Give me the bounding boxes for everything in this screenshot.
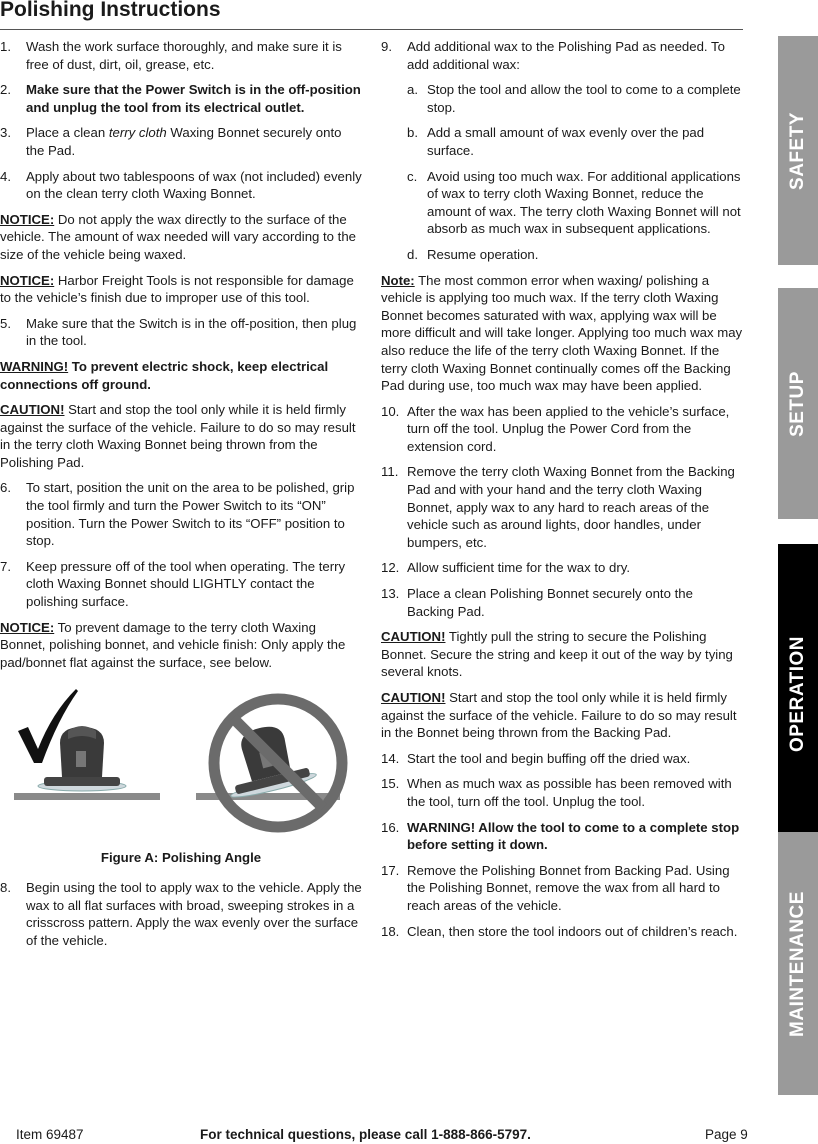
step-15	[381, 775, 743, 810]
step-9	[381, 38, 743, 73]
step-number: 13.	[381, 586, 400, 602]
step-text	[26, 124, 362, 159]
polishing-angle-illustration	[0, 683, 362, 843]
title-divider	[0, 29, 743, 30]
step-number: 7.	[0, 558, 11, 574]
tech-support-line: For technical questions, please call 1-888-866-5797.	[200, 1127, 531, 1142]
step-number: 8.	[0, 880, 11, 895]
step-number: 15.	[381, 776, 400, 792]
notice-text: Harbor Freight Tools is not responsible for damage to the vehicle’s finish due to improper use of this tool.	[0, 272, 354, 306]
notice-3	[0, 619, 362, 672]
step-number: 5.	[0, 315, 11, 331]
step-18	[381, 923, 743, 941]
polishing-angle-figure	[0, 683, 362, 843]
substep-letter: c.	[407, 168, 418, 184]
tab-label: SAFETY	[787, 111, 809, 190]
notice-1	[0, 211, 362, 264]
step-text: Keep pressure off of the tool when operating. The terry cloth Waxing Bonnet should LIGHTLY contact the polishing surface.	[26, 558, 346, 610]
step-number: 2.	[0, 82, 11, 98]
step-5	[0, 315, 362, 350]
step-8	[0, 879, 362, 949]
step-number: 1.	[0, 39, 11, 54]
step-text: WARNING! Allow the tool to come to a complete stop before setting it down.	[407, 819, 740, 853]
step-text: Make sure that the Switch is in the off-position, then plug in the tool.	[26, 315, 357, 349]
step-text: After the wax has been applied to the vehicle’s surface, turn off the tool. Unplug the Power Cord from the extension cord.	[407, 403, 730, 454]
substep-text: Resume operation.	[427, 246, 539, 262]
step-number: 17.	[381, 862, 400, 878]
step-text: Apply about two tablespoons of wax (not included) evenly on the clean terry cloth Waxing Bonnet.	[26, 168, 362, 202]
step-text: To start, position the unit on the area to be polished, grip the tool firmly and turn the Power Switch to its “ON” position. Turn the Power Switch to its “OFF” position to stop.	[26, 480, 355, 549]
notice-label: NOTICE:	[0, 272, 55, 288]
substep-c	[407, 168, 743, 238]
step-text-part: Waxing Bonnet securely onto the Pad.	[26, 125, 342, 158]
warning-text: To prevent electric shock, keep electrical connections off ground.	[0, 358, 329, 392]
tab-label: MAINTENANCE	[787, 890, 809, 1037]
tab-safety[interactable]	[778, 36, 818, 265]
notice-label: NOTICE:	[0, 619, 55, 635]
step-text-italic: terry cloth	[108, 125, 167, 141]
note-text: The most common error when waxing/ polishing a vehicle is applying too much wax. If the terry cloth Waxing Bonnet becomes saturated with wax, applying wax will be more difficult and will take longer. Applying too much wax may also reduce the life of the terry cloth Waxing Bonnet. If the terry cloth Waxing Bonnet continually comes off the Backing Pad during use, too much wax may have been applied.	[381, 272, 743, 394]
step-16	[381, 819, 743, 854]
step-11	[381, 463, 743, 551]
step-12	[381, 559, 743, 577]
notice-text: Do not apply the wax directly to the surface of the vehicle. The amount of wax needed will vary according to the size of the vehicle being waxed.	[0, 211, 357, 262]
step-number: 4.	[0, 168, 11, 184]
caution-2	[381, 628, 743, 681]
page-number: Page 9	[705, 1127, 748, 1142]
substep-text: Avoid using too much wax. For additional applications of wax to terry cloth Waxing Bonnet, reduce the amount of wax. The terry cloth Waxing Bonnet will not absorb as much wax in subsequent applications.	[427, 168, 741, 237]
substep-a	[407, 81, 743, 116]
step-number: 11.	[381, 464, 399, 480]
step-text: Remove the Polishing Bonnet from Backing Pad. Using the Polishing Bonnet, remove the wax from all hard to reach areas of the vehicle.	[407, 862, 730, 913]
left-column	[0, 38, 362, 957]
step-text: Start the tool and begin buffing off the dried wax.	[407, 750, 691, 766]
step-14	[381, 750, 743, 768]
step-text: Wash the work surface thoroughly, and make sure it is free of dust, dirt, oil, grease, etc.	[26, 39, 342, 72]
step-13	[381, 585, 743, 620]
caution-text: Start and stop the tool only while it is held firmly against the surface of the vehicle. Failure to do so may result in the terry cloth Waxing Bonnet being thrown from the Polishing Pad.	[0, 402, 356, 470]
step-number: 18.	[381, 923, 400, 939]
step-text: Begin using the tool to apply wax to the vehicle. Apply the wax to all flat surfaces with broad, sweeping strokes in a crisscross pattern. Apply the wax evenly over the surface of the vehicle.	[26, 880, 362, 948]
substep-d	[407, 246, 743, 264]
notice-text: To prevent damage to the terry cloth Waxing Bonnet, polishing bonnet, and vehicle finish: Only apply the pad/bonnet flat against the surface, see below.	[0, 619, 346, 670]
step-1	[0, 38, 362, 73]
step-text: Make sure that the Power Switch is in the off-position and unplug the tool from its electrical outlet.	[26, 82, 361, 115]
notice-2	[0, 272, 362, 307]
step-3	[0, 124, 362, 159]
step-number: 9.	[381, 39, 392, 54]
tab-maintenance[interactable]	[778, 832, 818, 1095]
step-text: When as much wax as possible has been removed with the tool, turn off the tool. Unplug the tool.	[407, 776, 732, 809]
step-text-part: Place a clean	[26, 125, 109, 141]
tab-label: SETUP	[787, 370, 809, 437]
caution-label: CAUTION!	[381, 629, 446, 645]
caution-label: CAUTION!	[0, 402, 65, 418]
caution-text: Tightly pull the string to secure the Polishing Bonnet. Secure the string and keep it out of the way by tying several knots.	[381, 629, 733, 680]
caution-1	[0, 401, 362, 471]
note-label: Note:	[381, 272, 415, 288]
step-6	[0, 479, 362, 549]
item-number: Item 69487	[16, 1127, 84, 1142]
step-text: Clean, then store the tool indoors out of children’s reach.	[407, 923, 738, 939]
prohibited-icon	[214, 699, 342, 827]
step-text: Place a clean Polishing Bonnet securely onto the Backing Pad.	[407, 586, 693, 619]
right-column	[381, 38, 743, 948]
substep-letter: a.	[407, 82, 418, 98]
substep-letter: d.	[407, 246, 418, 262]
step-text: Add additional wax to the Polishing Pad as needed. To add additional wax:	[407, 39, 725, 72]
step-text: Remove the terry cloth Waxing Bonnet from the Backing Pad and with your hand and the terry cloth Waxing Bonnet, apply wax to any hard to reach areas of the vehicle such as around lights, door handles, under bumpers, etc.	[407, 464, 735, 550]
step-10	[381, 403, 743, 456]
caution-text: Start and stop the tool only while it is held firmly against the surface of the vehicle. Failure to do so may result in the Bonnet being thrown from the Backing Pad.	[381, 690, 737, 741]
page-title: Polishing Instructions	[0, 0, 221, 21]
tab-label: OPERATION	[787, 635, 809, 752]
substep-text: Stop the tool and allow the tool to come to a complete stop.	[427, 82, 741, 115]
step-17	[381, 862, 743, 915]
step-number: 6.	[0, 480, 11, 496]
substep-b	[407, 124, 743, 159]
tab-setup[interactable]	[778, 288, 818, 519]
substep-letter: b.	[407, 125, 418, 141]
caution-label: CAUTION!	[381, 690, 446, 705]
step-number: 3.	[0, 125, 11, 141]
note	[381, 272, 743, 395]
notice-label: NOTICE:	[0, 211, 55, 227]
tab-operation[interactable]	[778, 544, 818, 843]
warning-1	[0, 358, 362, 393]
step-4	[0, 168, 362, 203]
substep-text: Add a small amount of wax evenly over the pad surface.	[427, 125, 705, 158]
step-number: 16.	[381, 819, 400, 835]
step-2	[0, 81, 362, 116]
warning-label: WARNING!	[0, 358, 69, 374]
caution-3	[381, 689, 743, 742]
figure-caption: Figure A: Polishing Angle	[100, 850, 262, 866]
step-number: 14.	[381, 750, 400, 766]
step-7	[0, 558, 362, 611]
step-number: 10.	[381, 403, 400, 419]
step-number: 12.	[381, 560, 400, 576]
step-text: Allow sufficient time for the wax to dry.	[407, 560, 631, 576]
